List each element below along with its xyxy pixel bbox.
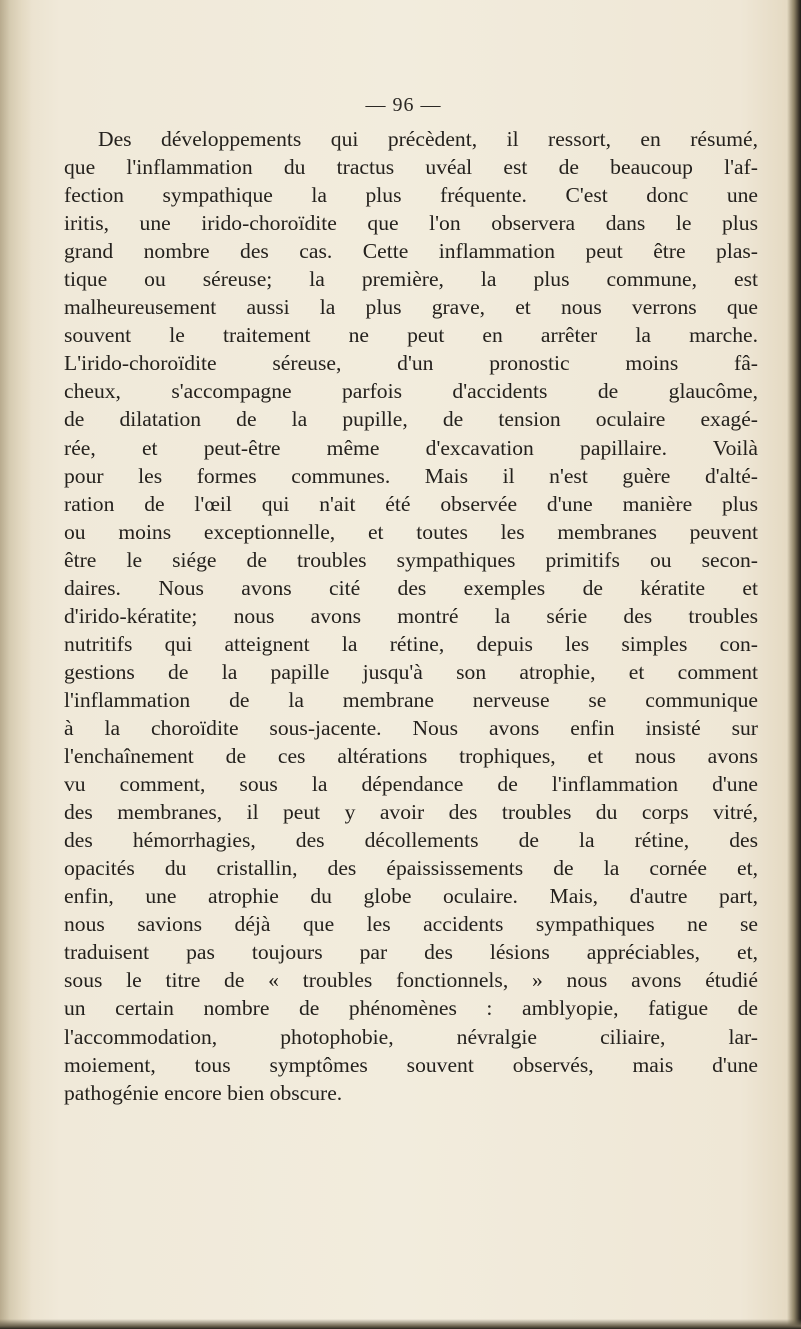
page-edge-right [787, 0, 801, 1329]
text-line: malheureusement aussi la plus grave, et nous verrons que [64, 295, 758, 320]
text-line: un certain nombre de phénomènes : amblyopie, fatigue de [64, 996, 758, 1021]
text-line: pour les formes communes. Mais il n'est guère d'alté- [64, 463, 758, 488]
text-line: opacités du cristallin, des épaississements de la cornée et, [64, 856, 758, 881]
text-line: des hémorrhagies, des décollements de la rétine, des [64, 828, 758, 853]
text-line: pathogénie encore bien obscure. [64, 1080, 343, 1105]
text-line: l'accommodation, photophobie, névralgie ciliaire, lar- [64, 1024, 758, 1049]
text-line: tique ou séreuse; la première, la plus commune, est [64, 267, 758, 292]
text-line: enfin, une atrophie du globe oculaire. Mais, d'autre part, [64, 884, 758, 909]
text-line: nous savions déjà que les accidents sympathiques ne se [64, 912, 758, 937]
text-line: grand nombre des cas. Cette inflammation peut être plas- [64, 239, 758, 264]
text-line: daires. Nous avons cité des exemples de kératite et [64, 575, 758, 600]
text-line: d'irido-kératite; nous avons montré la série des troubles [64, 603, 758, 628]
text-line: souvent le traitement ne peut en arrêter la marche. [64, 323, 758, 348]
text-line: être le siége de troubles sympathiques primitifs ou secon- [64, 547, 758, 572]
text-line: fection sympathique la plus fréquente. C'est donc une [64, 183, 758, 208]
page-edge-bottom [0, 1319, 801, 1329]
page-binding-shadow [0, 0, 32, 1329]
text-line: l'enchaînement de ces altérations trophiques, et nous avons [64, 744, 758, 769]
text-line: vu comment, sous la dépendance de l'inflammation d'une [64, 772, 758, 797]
text-line: sous le titre de « troubles fonctionnels, » nous avons étudié [64, 968, 758, 993]
text-line: Des développements qui précèdent, il ressort, en résumé, [98, 127, 758, 151]
text-line: rée, et peut-être même d'excavation papillaire. Voilà [64, 435, 758, 460]
body-paragraph [64, 125, 758, 1107]
text-line: que l'inflammation du tractus uvéal est de beaucoup l'af- [64, 155, 758, 180]
text-line: à la choroïdite sous-jacente. Nous avons enfin insisté sur [64, 715, 758, 740]
text-line: iritis, une irido-choroïdite que l'on observera dans le plus [64, 211, 758, 236]
text-line: traduisent pas toujours par des lésions appréciables, et, [64, 940, 758, 965]
text-line: l'inflammation de la membrane nerveuse se communique [64, 687, 758, 712]
text-line: L'irido-choroïdite séreuse, d'un pronostic moins fâ- [64, 351, 758, 376]
page-number-header: — 96 — [365, 94, 442, 116]
text-line: cheux, s'accompagne parfois d'accidents de glaucôme, [64, 379, 758, 404]
text-line: ration de l'œil qui n'ait été observée d'une manière plus [64, 491, 758, 516]
text-line: ou moins exceptionnelle, et toutes les membranes peuvent [64, 519, 758, 544]
text-line: nutritifs qui atteignent la rétine, depuis les simples con- [64, 631, 758, 656]
text-line: gestions de la papille jusqu'à son atrophie, et comment [64, 659, 758, 684]
text-line: des membranes, il peut y avoir des troubles du corps vitré, [64, 800, 758, 825]
text-line: de dilatation de la pupille, de tension oculaire exagé- [64, 407, 758, 432]
text-line: moiement, tous symptômes souvent observés, mais d'une [64, 1052, 758, 1077]
